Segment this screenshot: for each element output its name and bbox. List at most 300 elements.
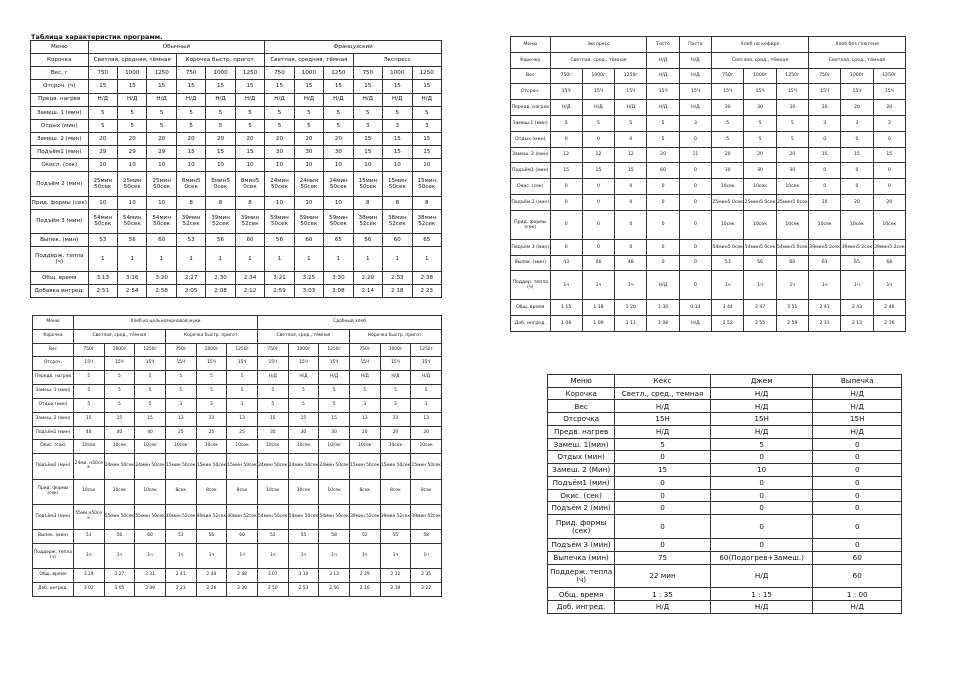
table-cell: 5 xyxy=(265,106,294,119)
table-cell: 1000 xyxy=(117,67,146,80)
table-row xyxy=(548,489,902,502)
table-cell: 15Н xyxy=(615,413,711,426)
table-cell: 39мин 52сек xyxy=(380,504,411,529)
table-cell: 3 xyxy=(873,115,905,131)
table-row xyxy=(548,502,902,515)
table-cell: Н/Д xyxy=(206,93,235,106)
table-cell: Н/Д xyxy=(88,93,117,106)
table-cell: 15 xyxy=(135,412,166,426)
table-cell: 2:08 xyxy=(206,284,235,297)
group-header: Обычный xyxy=(88,41,265,54)
table-cell: 1ч xyxy=(227,543,258,568)
table-cell: 5 xyxy=(412,106,441,119)
table-cell: 10сек xyxy=(809,210,841,239)
table-cell: 2:34 xyxy=(235,271,264,284)
table-cell: 15 xyxy=(873,147,905,163)
table-cell: 5 xyxy=(135,371,166,385)
group-header: Хлеб из цельнозерновой муки xyxy=(73,316,257,330)
table-cell: 13 xyxy=(165,412,196,426)
table-cell: 8 xyxy=(412,196,441,209)
table-row xyxy=(31,172,442,196)
table-cell: 1 18 xyxy=(582,300,614,316)
header-row xyxy=(548,375,902,388)
row-label: Передв. нагрев xyxy=(33,371,74,385)
column-header: Выпечка xyxy=(813,375,902,388)
table-cell: 25мин 50сек xyxy=(88,172,117,196)
row-label: Поддерж. тепла (ч) xyxy=(31,247,89,271)
table-cell: 1:30 xyxy=(647,300,679,316)
table-cell: 30 xyxy=(257,426,288,440)
table-cell: Н/Д xyxy=(679,316,711,332)
table-cell: 10 xyxy=(324,196,353,209)
row-label: Корочка xyxy=(33,329,74,343)
table-cell: 55 xyxy=(288,530,319,544)
table-cell: 5 xyxy=(776,131,808,147)
table-cell: 0 xyxy=(615,476,711,489)
row-label: Прид. формы (сек) xyxy=(511,210,551,239)
table-cell: 1ч xyxy=(411,543,442,568)
table-row xyxy=(548,413,902,426)
table-cell: 54мин 50сек xyxy=(288,504,319,529)
row-label: Замеш. 2 (мин) xyxy=(511,147,551,163)
table-cell: 15Ч xyxy=(744,84,776,100)
table-row xyxy=(33,454,442,479)
table-cell: 1250г xyxy=(319,343,350,357)
group-header: Светлая, сред., тёмная xyxy=(712,52,809,68)
table-cell: 1 xyxy=(117,247,146,271)
table-cell: 10 xyxy=(147,196,176,209)
table-cell: 750г xyxy=(349,343,380,357)
table-cell: 3 xyxy=(679,115,711,131)
table-cell: 3 10 xyxy=(288,569,319,583)
table-cell: 8 xyxy=(383,196,412,209)
table-cell: 15 xyxy=(412,132,441,145)
table-cell: 15Ч xyxy=(349,357,380,371)
table-cell: 15 xyxy=(550,163,582,179)
t1-grid xyxy=(30,40,442,298)
header-row-2 xyxy=(33,329,442,343)
table-row xyxy=(548,476,902,489)
table-cell: 13 xyxy=(196,412,227,426)
table-cell: 2:27 xyxy=(176,271,205,284)
table-row xyxy=(33,385,442,399)
table-row xyxy=(31,93,442,106)
table-cell: Н/Д xyxy=(647,100,679,116)
table-cell: 15 xyxy=(841,147,873,163)
group-header: Тесто xyxy=(647,37,679,53)
table-cell: 0 xyxy=(710,489,813,502)
table-cell: 8мин5 0сек xyxy=(206,172,235,196)
table-cell: 5 xyxy=(104,385,135,399)
table-cell: 30 xyxy=(319,426,350,440)
table-row xyxy=(511,147,906,163)
table-cell: 750г xyxy=(73,343,104,357)
table-cell: 1ч xyxy=(809,271,841,300)
table-cell: 750г xyxy=(165,343,196,357)
table-cell: 0 xyxy=(679,131,711,147)
table-cell: 2 30 xyxy=(227,583,258,597)
table-cell: 52 xyxy=(349,530,380,544)
table-cell: 1ч xyxy=(349,543,380,568)
table-cell: 40 xyxy=(135,426,166,440)
table-cell: Н/Д xyxy=(710,387,813,400)
table-cell: 3 47 xyxy=(744,300,776,316)
table-cell: 15Ч xyxy=(679,84,711,100)
table-cell: 5 xyxy=(288,398,319,412)
table-cell: 15 xyxy=(206,80,235,93)
table-cell: 5 xyxy=(165,385,196,399)
table-cell: 24мин 50сек xyxy=(319,454,350,479)
table-cell: 5 xyxy=(235,106,264,119)
row-label: Отсрочка xyxy=(548,413,615,426)
table-cell: 1ч xyxy=(257,543,288,568)
table-cell: 0 xyxy=(679,210,711,239)
table-row xyxy=(511,255,906,271)
table-cell: 15 xyxy=(615,163,647,179)
table-cell: 1 11 xyxy=(615,316,647,332)
table-cell: 46 xyxy=(582,255,614,271)
table-cell: 1250г xyxy=(615,68,647,84)
table-cell: Н/Д xyxy=(813,601,902,614)
table-cell: 1 xyxy=(383,247,412,271)
table-cell: Светл., сред., темная xyxy=(615,387,711,400)
table-cell: 10сек xyxy=(411,440,442,454)
table-cell: 1 xyxy=(294,247,323,271)
table-cell: 15 xyxy=(235,80,264,93)
table-cell: 29 xyxy=(147,146,176,159)
table-cell: 12 xyxy=(582,147,614,163)
table-cell: 30 xyxy=(712,163,744,179)
table-cell: 13 xyxy=(380,412,411,426)
row-label: Замеш. 2 (мин) xyxy=(33,412,74,426)
table-cell: 1ч xyxy=(712,271,744,300)
table-cell: 2 22 xyxy=(411,583,442,597)
table-cell: 8сек xyxy=(227,479,258,504)
row-label: Подъём 2 (мин) xyxy=(548,502,615,515)
table-cell: 1ч xyxy=(776,271,808,300)
table-cell: 53 xyxy=(73,530,104,544)
table-cell: 60 xyxy=(135,530,166,544)
table-cell: 60 xyxy=(235,234,264,247)
table-cell: 5 xyxy=(73,371,104,385)
table-cell: 2:51 xyxy=(88,284,117,297)
table-row xyxy=(511,210,906,239)
table-cell: 15 xyxy=(147,80,176,93)
table-cell: 20 xyxy=(841,100,873,116)
table-cell: 3:03 xyxy=(294,284,323,297)
table-cell: 29 xyxy=(117,146,146,159)
row-label: Замеш. 1 (мин) xyxy=(31,106,89,119)
table-cell: 2 29 xyxy=(349,569,380,583)
table-cell: 15 xyxy=(582,163,614,179)
table-cell: 15 xyxy=(117,80,146,93)
table-cell: 10сек xyxy=(744,179,776,195)
table-cell: Н/Д xyxy=(615,425,711,438)
table-row xyxy=(548,451,902,464)
table-cell: 0 xyxy=(813,502,902,515)
table-cell: 750 xyxy=(265,67,294,80)
table-cell: 59мин 50сек xyxy=(324,209,353,233)
table-cell: Н/Д xyxy=(813,400,902,413)
table-cell: 1000г xyxy=(104,343,135,357)
table-cell: 1ч xyxy=(873,271,905,300)
table-row xyxy=(511,316,906,332)
row-label: Окис. (сек) xyxy=(548,489,615,502)
group-header: Корочка быстр. пригот. xyxy=(349,329,441,343)
row-label: Меню xyxy=(511,37,551,53)
table-cell: 15 xyxy=(319,412,350,426)
table-cell: Н/Д xyxy=(679,68,711,84)
table-cell: 3 xyxy=(165,398,196,412)
table-cell: 10сек xyxy=(73,479,104,504)
table-cell: 0 xyxy=(615,194,647,210)
table-cell: 1ч xyxy=(319,543,350,568)
row-label: Подъём1 (мин) xyxy=(33,426,74,440)
table-cell: 0 xyxy=(813,438,902,451)
table-cell: 0 xyxy=(813,489,902,502)
table-cell: 25 xyxy=(165,426,196,440)
table-cell: 5 xyxy=(235,119,264,132)
table-row xyxy=(31,80,442,93)
row-label: Общ. время xyxy=(31,271,89,284)
table-cell: 15Ч xyxy=(776,84,808,100)
column-header: Джем xyxy=(710,375,813,388)
table-cell: 0 xyxy=(710,451,813,464)
table-cell: 0 xyxy=(582,131,614,147)
table-cell: 15Н xyxy=(710,413,813,426)
table-cell: 10сек xyxy=(841,210,873,239)
table-cell: 0 xyxy=(809,179,841,195)
table-cell: 5 xyxy=(647,115,679,131)
table-cell: 3 xyxy=(353,119,382,132)
table-cell: 0 xyxy=(813,451,902,464)
table-row xyxy=(548,387,902,400)
table-cell: 1000г xyxy=(380,343,411,357)
table-cell: 53 xyxy=(88,234,117,247)
row-label: Подъём2 (мин) xyxy=(33,454,74,479)
table-row xyxy=(31,146,442,159)
table-cell: 20 xyxy=(841,194,873,210)
table-cell: 0 xyxy=(873,163,905,179)
table-cell: 5 xyxy=(73,398,104,412)
table-cell: 56 xyxy=(265,234,294,247)
table-cell: 8сек xyxy=(165,479,196,504)
table-cell: 24мин 50сек xyxy=(257,454,288,479)
table-cell: 60 xyxy=(813,564,902,588)
table-cell: Н/Д xyxy=(710,400,813,413)
table-cell: 10сек xyxy=(712,179,744,195)
group-header: Н/Д xyxy=(647,52,679,68)
group-header: Хлеб без глютена xyxy=(809,37,906,53)
table-cell: 2:38 xyxy=(412,271,441,284)
t3-grid xyxy=(32,315,442,597)
table-cell: 1000г xyxy=(841,68,873,84)
table-cell: 56 xyxy=(196,530,227,544)
table-cell: 20 xyxy=(873,100,905,116)
table-cell: 13 xyxy=(227,412,258,426)
table-cell: 24мин 50сек xyxy=(324,172,353,196)
table-cell: 5 xyxy=(712,131,744,147)
table-cell: 15Н xyxy=(813,413,902,426)
table-cell: 8мин5 0сек xyxy=(235,172,264,196)
table-row xyxy=(511,271,906,300)
table-row xyxy=(548,438,902,451)
table-cell: 38мин 52сек xyxy=(353,209,382,233)
table-cell: 38мин 52сек xyxy=(412,209,441,233)
row-label: Передв. нагрев xyxy=(511,100,551,116)
table-cell: Н/Д xyxy=(550,100,582,116)
table-cell: 5 xyxy=(117,106,146,119)
table-cell: 15Ч xyxy=(227,357,258,371)
table-cell: 10 xyxy=(710,464,813,477)
table-row xyxy=(511,131,906,147)
table-cell: 8 xyxy=(353,196,382,209)
table-cell: Н/Д xyxy=(349,371,380,385)
table-cell: 56 xyxy=(353,234,382,247)
table-cell: 3:20 xyxy=(147,271,176,284)
table-cell: 20 xyxy=(117,132,146,145)
table-cell: 15Ч xyxy=(104,357,135,371)
table-cell: 3 xyxy=(411,398,442,412)
table-cell: 5 xyxy=(582,115,614,131)
table-cell: 30 xyxy=(265,146,294,159)
table-cell: 0 xyxy=(550,179,582,195)
table-cell: 30 xyxy=(288,426,319,440)
group-header: Светлая, сред., тёмная xyxy=(257,329,349,343)
table-cell: 0 xyxy=(873,179,905,195)
table-cell: 1 xyxy=(176,247,205,271)
table-cell: 0 xyxy=(679,163,711,179)
table-cell: 0 xyxy=(615,239,647,255)
table-cell: 40мин 52сек xyxy=(196,504,227,529)
table-cell: 39мин5 2сек xyxy=(873,239,905,255)
table-cell: 0 xyxy=(679,271,711,300)
table-cell: 15Ч xyxy=(165,357,196,371)
table-cell: 1000г xyxy=(196,343,227,357)
table-cell: 0 xyxy=(582,210,614,239)
table-cell: 10сек xyxy=(104,440,135,454)
table-cell: 2 16 xyxy=(349,583,380,597)
table-row xyxy=(33,504,442,529)
table-cell: Н/Д xyxy=(147,93,176,106)
header-row-2 xyxy=(31,54,442,67)
table-cell: 2 59 xyxy=(776,316,808,332)
table-cell: 1 : 35 xyxy=(615,588,711,601)
table-cell: 5 xyxy=(196,385,227,399)
table-cell: 24мин 50сек xyxy=(135,454,166,479)
table-cell: 1250г xyxy=(227,343,258,357)
table-cell: Н/Д xyxy=(117,93,146,106)
table-cell: 15 xyxy=(288,412,319,426)
table-cell: 63 xyxy=(809,255,841,271)
table-cell: 8сек xyxy=(380,479,411,504)
row-label: Добавка ингред. xyxy=(31,284,89,297)
table-cell: 1 06 xyxy=(550,316,582,332)
table-cell: 8 xyxy=(206,196,235,209)
row-label: Вес, г xyxy=(31,67,89,80)
table-cell: 3 27 xyxy=(104,569,135,583)
table-cell: Н/Д xyxy=(813,387,902,400)
table-cell: 2 18 xyxy=(383,284,412,297)
table-cell: 54мин5 0сек xyxy=(776,239,808,255)
table-cell: 1250 xyxy=(235,67,264,80)
table-row xyxy=(548,564,902,588)
table-cell: 5 xyxy=(550,115,582,131)
header-row-1 xyxy=(33,316,442,330)
table-cell: 30 xyxy=(776,100,808,116)
table-cell: 3 44 xyxy=(712,300,744,316)
table-cell: 30 xyxy=(744,100,776,116)
table-cell: 3 xyxy=(412,119,441,132)
table-cell: 58 xyxy=(411,530,442,544)
table-cell: Н/Д xyxy=(380,371,411,385)
table-cell: 55ми н50се к xyxy=(73,504,104,529)
table-cell: 53 xyxy=(712,255,744,271)
table-cell: 2 14 xyxy=(353,284,382,297)
group-header: Светлая, средняя, тёмная xyxy=(88,54,176,67)
table-cell: 1ч xyxy=(744,271,776,300)
table-cell: 10сек xyxy=(73,440,104,454)
table-cell: Н/Д xyxy=(615,100,647,116)
group-header: Светлая, средняя, тёмная xyxy=(265,54,353,67)
table-cell: 5 xyxy=(257,398,288,412)
table-cell: 30 xyxy=(294,146,323,159)
table-cell: 20 xyxy=(380,426,411,440)
table-cell: 3 13 xyxy=(319,569,350,583)
table-cell: 10сек xyxy=(712,210,744,239)
table-cell: 15Ч xyxy=(257,357,288,371)
table-cell: 10сек xyxy=(257,440,288,454)
table-cell: 2:33 xyxy=(383,271,412,284)
table-cell: 0 xyxy=(615,179,647,195)
table-cell: 750г xyxy=(257,343,288,357)
table-cell: 38мин 52сек xyxy=(383,209,412,233)
row-label: Замеш. 2 (мин) xyxy=(31,132,89,145)
row-label: Вес xyxy=(548,400,615,413)
group-header: Н/Д xyxy=(679,52,711,68)
table-cell: 15 xyxy=(294,80,323,93)
table-cell: 2 26 xyxy=(196,583,227,597)
table-cell: 1ч xyxy=(73,543,104,568)
table-cell: 20 xyxy=(206,132,235,145)
table-cell: 25мин 50сек xyxy=(147,172,176,196)
table-cell: 0 xyxy=(647,194,679,210)
group-header: Светлая, сред., тёмная xyxy=(73,329,165,343)
row-label: Подъём3 (мин) xyxy=(33,504,74,529)
table-cell: 1ч xyxy=(615,271,647,300)
table-cell: 15Ч xyxy=(647,84,679,100)
table-cell: 15мин 50сек xyxy=(411,454,442,479)
table-cell: 0 xyxy=(615,131,647,147)
table-row xyxy=(33,426,442,440)
table-cell: 10 xyxy=(294,159,323,172)
row-label: Отсроч. xyxy=(511,84,551,100)
table-cell: 60 xyxy=(147,234,176,247)
table-cell: 1 xyxy=(353,247,382,271)
table-cell: 0 xyxy=(582,239,614,255)
table-program-characteristics-3 xyxy=(32,315,442,597)
table-cell: 60 xyxy=(294,234,323,247)
table-cell: Н/Д xyxy=(319,371,350,385)
table-cell: 15 xyxy=(104,412,135,426)
row-label: Выпек. (мин) xyxy=(31,234,89,247)
table-cell: 0 xyxy=(615,539,711,552)
table-cell: 5 xyxy=(104,398,135,412)
table-cell: 1 xyxy=(412,247,441,271)
table-cell: 0 xyxy=(550,239,582,255)
table-cell: 1000 xyxy=(383,67,412,80)
group-header: Светлая, сред., тёмная xyxy=(550,52,647,68)
